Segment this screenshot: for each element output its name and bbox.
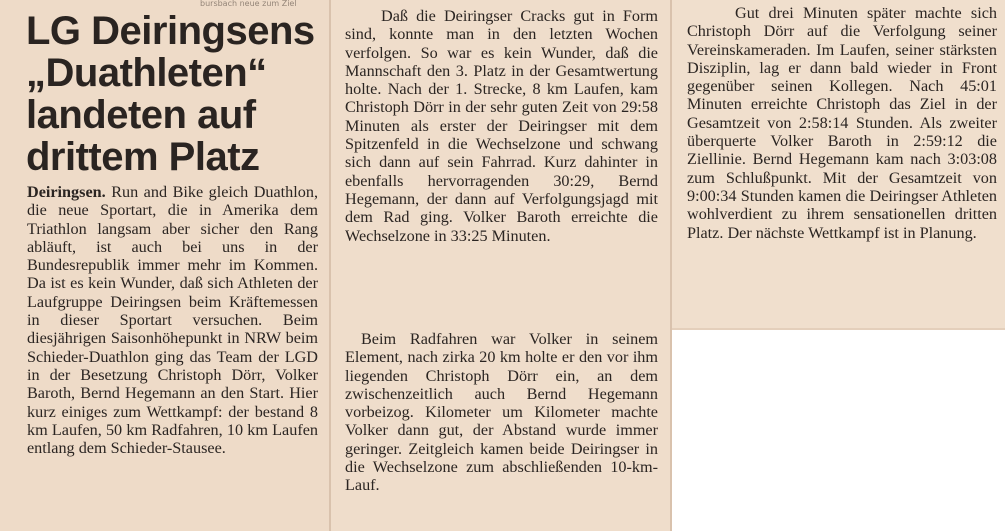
headline-line-3: landeten auf — [26, 93, 256, 137]
article-paragraph-1 — [27, 183, 318, 457]
column-separator-2 — [670, 0, 672, 531]
article-paragraph-2: Daß die Deiringser Cracks gut in Form sind, konnte man in den letzten Wochen verfolgen. So war es kein Wunder, daß die Mannschaft den 3. Platz in der Gesamtwertung holte. Nach der 1. Strecke, 8 km Laufen, kam Christoph Dörr in der sehr guten Zeit von 29:58 Minuten als erster der Deiringser mit dem Spitzenfeld in die Wechselzone und schwang sich dann auf sein Fahrrad. Kurz dahinter in ebenfalls hervorragenden 30:29, Bernd Hegemann, der dann auf Verfolgungsjagd mit dem Rad ging. Volker Baroth erreichte die Wechselzone in 33:25 Minuten. — [345, 7, 658, 245]
cut-off-strip-text: bursbach neue zum Ziel — [200, 0, 297, 8]
headline-line-1: LG Deiringsens — [26, 9, 315, 53]
article-headline — [26, 10, 315, 178]
paragraph-1-text: Run and Bike gleich Duathlon, die neue Sportart, die in Amerika dem Triathlon langsam aber sicher den Rang abläuft, ist auch bei uns in der Bundesrepublik immer mehr im Kommen. Da ist es kein Wunder, daß sich Athleten der Laufgruppe Deiringsen beim Kräftemessen in dieser Sportart versuchen. Beim diesjährigen Saisonhöhepunkt in NRW beim Schieder-Duathlon ging das Team der LGD in der Besetzung Christoph Dörr, Volker Baroth, Bernd Hegemann an den Start. Hier kurz einiges zum Wettkampf: der bestand 8 km Laufen, 50 km Radfahren, 10 km Laufen entlang dem Schieder-Stausee. — [27, 183, 318, 458]
headline-line-4: drittem Platz — [26, 135, 260, 179]
dateline: Deiringsen. — [27, 183, 106, 201]
article-paragraph-4: Gut drei Minuten später machte sich Christoph Dörr auf die Verfolgung seiner Vereinskameraden. Im Laufen, seiner stärksten Disziplin, lag er dann bald wieder in Front gegenüber seinen Kollegen. Nach 45:01 Minuten erreichte Christoph das Ziel in der Gesamtzeit von 2:58:14 Stunden. Als zweiter überquerte Volker Baroth in 2:59:12 die Ziellinie. Bernd Hegemann kam nach 3:03:08 zum Schlußpunkt. Mit der Gesamtzeit von 9:00:34 Stunden kamen die Deiringser Athleten wohlverdient zu ihrem sensationellen dritten Platz. Der nächste Wettkampf ist in Planung. — [687, 4, 997, 242]
column-3-bottom-edge — [672, 328, 1005, 330]
column-separator-1 — [329, 0, 331, 531]
headline-line-2: „Duathleten“ — [26, 51, 267, 95]
article-paragraph-3: Beim Radfahren war Volker in seinem Element, nach zirka 20 km holte er den vor ihm liegenden Christoph Dörr ein, an dem zwischenzeitlich auch Bernd Hegemann vorbeizog. Kilometer um Kilometer machte Volker dann gut, der Abstand wurde immer geringer. Zeitgleich kamen beide Deiringser in die Wechselzone zum abschließenden 10-km-Lauf. — [345, 330, 658, 495]
